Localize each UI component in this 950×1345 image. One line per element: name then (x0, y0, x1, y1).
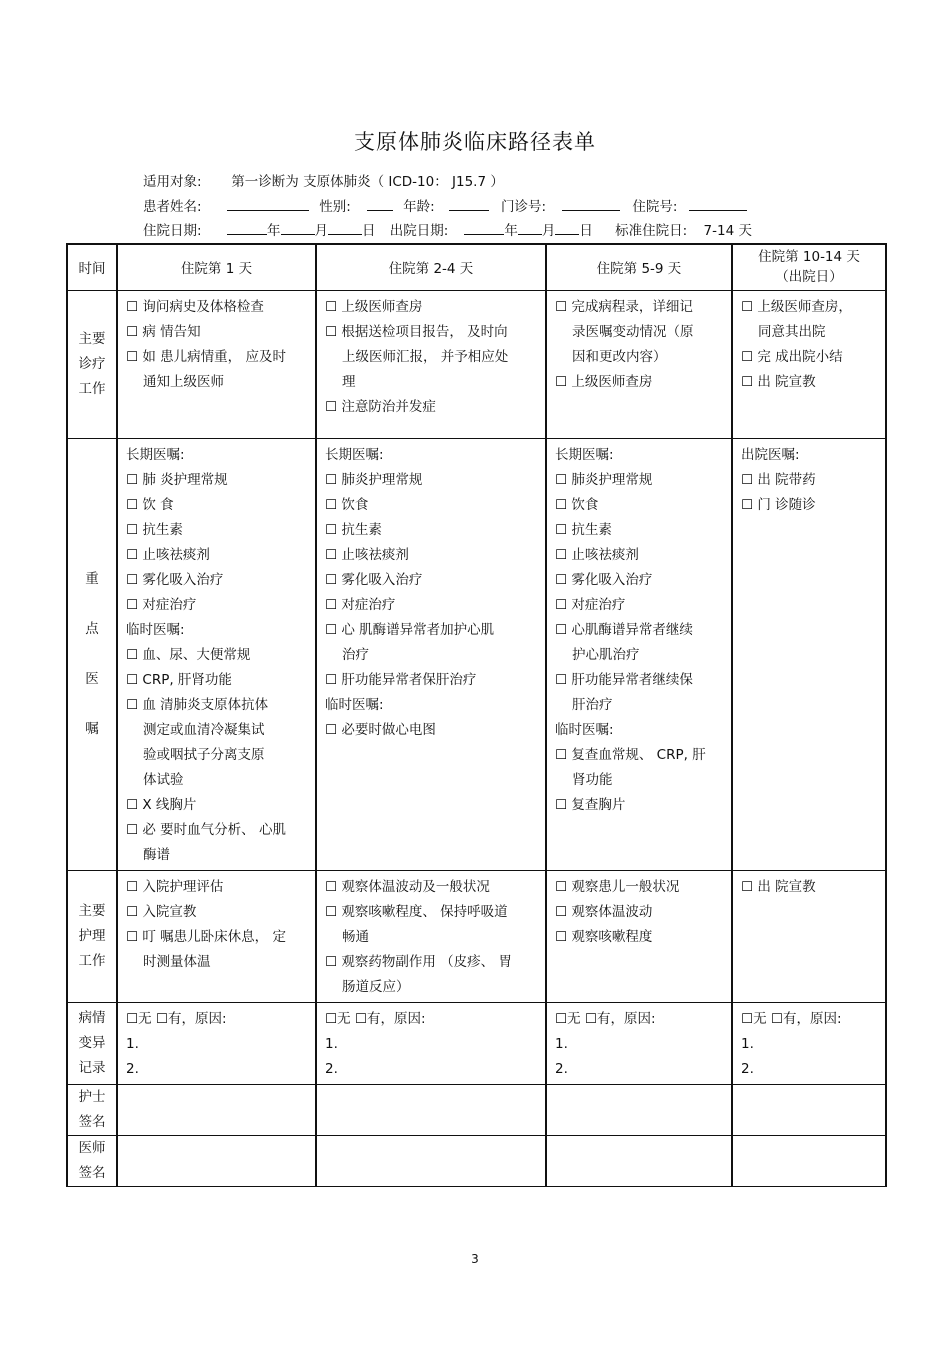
list-item[interactable]: ☐ 心肌酶谱异常者继续 (555, 621, 693, 638)
list-item[interactable]: ☐ 复查胸片 (555, 796, 626, 813)
discharge-date-label: 出院日期: (389, 223, 449, 239)
list-item-continued: 肝治疗 (572, 696, 613, 713)
pathway-table (66, 243, 887, 1187)
list-item-continued: 治疗 (342, 646, 369, 663)
list-item-continued: 时测量体温 (143, 953, 211, 970)
list-item[interactable]: ☐ 观察咳嗽程度、 保持呼吸道 (325, 903, 508, 920)
row-label-line: 诊疗 (78, 355, 106, 372)
age-label: 年龄: (403, 199, 435, 215)
discharge-year-blank[interactable] (464, 221, 504, 235)
list-item-continued: 畅通 (342, 928, 369, 945)
list-item-continued: 理 (342, 373, 356, 390)
clinic-number-label: 门诊号: (501, 199, 547, 215)
standard-stay-value: 7-14 天 (703, 223, 752, 239)
patient-name-blank[interactable] (227, 197, 309, 211)
list-item[interactable]: ☐ 必 要时血气分析、 心肌 (126, 821, 286, 838)
list-item[interactable]: ☐ 必要时做心电图 (325, 721, 436, 738)
row-label-diagnosis (67, 290, 117, 438)
list-item-continued: 同意其出院 (758, 323, 826, 340)
clinic-number-blank[interactable] (562, 197, 620, 211)
row-label-line: 签名 (78, 1164, 106, 1181)
sex-label: 性别: (319, 199, 351, 215)
section-heading: 长期医嘱: (126, 446, 185, 463)
doctor-sign-day-5-9[interactable] (546, 1135, 732, 1186)
day-unit: 日 (362, 223, 376, 239)
orders-day-10-14 (732, 438, 886, 870)
list-item[interactable]: ☐ 肝功能异常者继续保 (555, 671, 693, 688)
section-heading: 临时医嘱: (555, 721, 614, 738)
list-item[interactable]: ☐ 出 院宣教 (741, 878, 816, 895)
discharge-day-blank[interactable] (555, 221, 579, 235)
variance-reason-2[interactable]: 2. (325, 1060, 338, 1077)
list-item-continued: 通知上级医师 (143, 373, 224, 390)
admit-date-label: 住院日期: (143, 223, 202, 239)
variance-reason-1[interactable]: 1. (741, 1035, 754, 1052)
row-label-line: 医师 (78, 1139, 106, 1156)
list-item[interactable]: ☐ 门 诊随诊 (741, 496, 816, 513)
year-unit: 年 (267, 223, 281, 239)
header-day-5-9: 住院第 5-9 天 (546, 244, 732, 290)
row-variance (67, 1002, 886, 1084)
row-label-line: 重 (85, 571, 99, 587)
standard-stay-label: 标准住院日: (615, 223, 688, 239)
variance-choice[interactable]: ☐无 ☐有，原因: (325, 1010, 426, 1027)
list-item[interactable]: ☐ 肺炎护理常规 (325, 471, 423, 488)
header-day-1: 住院第 1 天 (117, 244, 316, 290)
list-item[interactable]: ☐ 止咳祛痰剂 (126, 546, 210, 563)
nurse-sign-day-10-14[interactable] (732, 1084, 886, 1135)
row-doctor-sign (67, 1135, 886, 1186)
variance-day-10-14 (732, 1002, 886, 1084)
row-label-line: 主要 (78, 902, 106, 919)
row-label-line: 工作 (78, 380, 106, 397)
doctor-sign-day-1[interactable] (117, 1135, 316, 1186)
diagnosis-day-1 (117, 290, 316, 438)
row-label-nursing (67, 870, 117, 1002)
row-label-line: 点 (85, 621, 99, 637)
list-item[interactable]: ☐ 观察药物副作用 （皮疹、 胃 (325, 953, 512, 970)
month-unit: 月 (314, 223, 328, 239)
list-item[interactable]: ☐ 上级医师查房， (741, 298, 852, 315)
list-item[interactable]: ☐ 雾化吸入治疗 (126, 571, 224, 588)
list-item[interactable]: ☐ 如 患儿病情重， 应及时 (126, 348, 286, 365)
list-item-continued: 护心肌治疗 (572, 646, 640, 663)
row-nursing (67, 870, 886, 1002)
admit-day-blank[interactable] (328, 221, 362, 235)
variance-reason-2[interactable]: 2. (555, 1060, 568, 1077)
list-item[interactable]: ☐ 注意防治并发症 (325, 398, 436, 415)
nursing-day-10-14 (732, 870, 886, 1002)
orders-day-2-4 (316, 438, 546, 870)
list-item[interactable]: ☐ 血 清肺炎支原体抗体 (126, 696, 269, 713)
variance-day-5-9 (546, 1002, 732, 1084)
list-item-continued: 酶谱 (143, 846, 170, 863)
discharge-month-blank[interactable] (518, 221, 542, 235)
list-item[interactable]: ☐ 饮 食 (126, 496, 174, 513)
list-item[interactable]: ☐ 出 院宣教 (741, 373, 816, 390)
list-item[interactable]: ☐ 观察体温波动及一般状况 (325, 878, 490, 895)
list-item-continued: 验或咽拭子分离支原 (143, 746, 265, 763)
variance-reason-2[interactable]: 2. (126, 1060, 139, 1077)
row-label-line: 病情 (78, 1009, 106, 1026)
section-heading: 出院医嘱: (741, 446, 800, 463)
variance-choice[interactable]: ☐无 ☐有，原因: (555, 1010, 656, 1027)
list-item[interactable]: ☐ 叮 嘱患儿卧床休息， 定 (126, 928, 286, 945)
nursing-day-5-9 (546, 870, 732, 1002)
list-item[interactable]: ☐ 根据送检项目报告， 及时向 (325, 323, 508, 340)
header-day-10-14-label: 住院第 10-14 天 (758, 249, 860, 266)
list-item-continued: 肾功能 (572, 771, 613, 788)
sex-blank[interactable] (367, 197, 393, 211)
applicable-label: 适用对象: (143, 174, 202, 190)
info-line-1 (143, 170, 504, 190)
inpatient-number-blank[interactable] (689, 197, 747, 211)
doctor-sign-day-2-4[interactable] (316, 1135, 546, 1186)
list-item[interactable]: ☐ 入院护理评估 (126, 878, 224, 895)
diagnosis-day-2-4 (316, 290, 546, 438)
diagnosis-day-10-14 (732, 290, 886, 438)
row-label-line: 护理 (78, 927, 106, 944)
form-title: 支原体肺炎临床路径表单 (354, 130, 596, 154)
info-line-3 (143, 219, 752, 239)
row-orders (67, 438, 886, 870)
list-item[interactable]: ☐ 雾化吸入治疗 (555, 571, 653, 588)
variance-reason-1[interactable]: 1. (555, 1035, 568, 1052)
row-label-line: 工作 (78, 952, 106, 969)
list-item-continued: 测定或血清冷凝集试 (143, 721, 265, 738)
list-item[interactable]: ☐ 上级医师查房 (325, 298, 423, 315)
list-item[interactable]: ☐ 复查血常规、 CRP, 肝 (555, 746, 706, 763)
list-item[interactable]: ☐ 完 成出院小结 (741, 348, 843, 365)
header-discharge-day: （出院日） (775, 269, 843, 286)
inpatient-number-label: 住院号: (632, 199, 678, 215)
list-item[interactable]: ☐ 抗生素 (126, 521, 183, 538)
age-blank[interactable] (449, 197, 489, 211)
variance-reason-1[interactable]: 1. (126, 1035, 139, 1052)
list-item[interactable]: ☐ 对症治疗 (126, 596, 197, 613)
list-item-continued: 上级医师汇报， 并予相应处 (342, 348, 509, 365)
list-item[interactable]: ☐ 饮食 (325, 496, 369, 513)
list-item[interactable]: ☐ 入院宣教 (126, 903, 197, 920)
patient-name-label: 患者姓名: (143, 199, 202, 215)
row-label-line: 记录 (78, 1059, 106, 1076)
doctor-sign-day-10-14[interactable] (732, 1135, 886, 1186)
nurse-sign-day-1[interactable] (117, 1084, 316, 1135)
list-item[interactable]: ☐ X 线胸片 (126, 796, 197, 813)
list-item[interactable]: ☐ 病 情告知 (126, 323, 201, 340)
list-item[interactable]: ☐ 止咳祛痰剂 (325, 546, 409, 563)
list-item[interactable]: ☐ 观察咳嗽程度 (555, 928, 653, 945)
header-day-2-4: 住院第 2-4 天 (316, 244, 546, 290)
row-label-line: 主要 (78, 330, 106, 347)
list-item[interactable]: ☐ 雾化吸入治疗 (325, 571, 423, 588)
list-item-continued: 体试验 (143, 771, 184, 788)
list-item[interactable]: ☐ 出 院带药 (741, 471, 816, 488)
variance-choice[interactable]: ☐无 ☐有，原因: (126, 1010, 227, 1027)
list-item[interactable]: ☐ 对症治疗 (325, 596, 396, 613)
nurse-sign-day-5-9[interactable] (546, 1084, 732, 1135)
header-time: 时间 (67, 244, 117, 290)
row-nurse-sign (67, 1084, 886, 1135)
list-item-continued: 录医嘱变动情况（原 (572, 323, 694, 340)
diagnosis-text: 第一诊断为 支原体肺炎（ ICD-10： J15.7 ） (231, 174, 504, 190)
orders-day-5-9 (546, 438, 732, 870)
admit-year-blank[interactable] (227, 221, 267, 235)
year-unit: 年 (504, 223, 518, 239)
info-line-2 (143, 195, 747, 215)
list-item[interactable]: ☐ 饮食 (555, 496, 599, 513)
list-item[interactable]: ☐ 对症治疗 (555, 596, 626, 613)
row-label-nurse-sign (67, 1084, 117, 1135)
variance-day-1 (117, 1002, 316, 1084)
row-label-line: 签名 (78, 1113, 106, 1130)
nursing-day-2-4 (316, 870, 546, 1002)
day-unit: 日 (579, 223, 593, 239)
list-item-continued: 因和更改内容） (572, 348, 667, 365)
header-day-10-14 (732, 244, 886, 290)
variance-reason-1[interactable]: 1. (325, 1035, 338, 1052)
list-item[interactable]: ☐ 抗生素 (555, 521, 612, 538)
header-row (67, 244, 886, 290)
list-item[interactable]: ☐ 心 肌酶谱异常者加护心肌 (325, 621, 495, 638)
row-label-line: 嘱 (85, 721, 99, 737)
variance-day-2-4 (316, 1002, 546, 1084)
section-heading: 长期医嘱: (555, 446, 614, 463)
row-label-line: 护士 (78, 1088, 106, 1105)
list-item[interactable]: ☐ 观察患儿一般状况 (555, 878, 680, 895)
nurse-sign-day-2-4[interactable] (316, 1084, 546, 1135)
row-diagnosis (67, 290, 886, 438)
row-label-line: 变异 (78, 1034, 106, 1051)
list-item[interactable]: ☐ 肺炎护理常规 (555, 471, 653, 488)
section-heading: 长期医嘱: (325, 446, 384, 463)
list-item[interactable]: ☐ 止咳祛痰剂 (555, 546, 639, 563)
diagnosis-day-5-9 (546, 290, 732, 438)
list-item-continued: 肠道反应） (342, 978, 410, 995)
list-item[interactable]: ☐ 肺 炎护理常规 (126, 471, 228, 488)
list-item[interactable]: ☐ 血、尿、大便常规 (126, 646, 251, 663)
row-label-orders (67, 438, 117, 870)
list-item[interactable]: ☐ 肝功能异常者保肝治疗 (325, 671, 477, 688)
list-item[interactable]: ☐ 观察体温波动 (555, 903, 653, 920)
list-item[interactable]: ☐ CRP, 肝肾功能 (126, 671, 232, 688)
list-item[interactable]: ☐ 上级医师查房 (555, 373, 653, 390)
section-heading: 临时医嘱: (126, 621, 185, 638)
section-heading: 临时医嘱: (325, 696, 384, 713)
list-item[interactable]: ☐ 询问病史及体格检查 (126, 298, 264, 315)
row-label-line: 医 (85, 671, 99, 687)
variance-reason-2[interactable]: 2. (741, 1060, 754, 1077)
orders-day-1 (117, 438, 316, 870)
page-number: 3 (471, 1252, 479, 1266)
variance-choice[interactable]: ☐无 ☐有，原因: (741, 1010, 842, 1027)
row-label-variance (67, 1002, 117, 1084)
list-item[interactable]: ☐ 完成病程录，详细记 (555, 298, 693, 315)
nursing-day-1 (117, 870, 316, 1002)
month-unit: 月 (541, 223, 556, 239)
list-item[interactable]: ☐ 抗生素 (325, 521, 382, 538)
row-label-doctor-sign (67, 1135, 117, 1186)
admit-month-blank[interactable] (281, 221, 315, 235)
